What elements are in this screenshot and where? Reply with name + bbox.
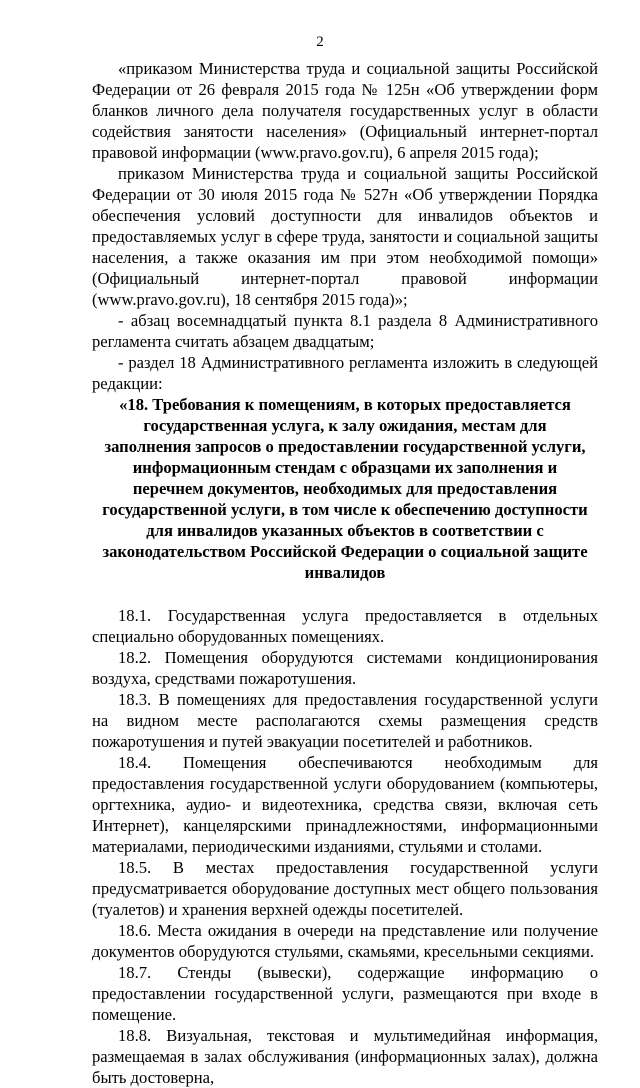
spacer [92,583,598,605]
paragraph-18-8: 18.8. Визуальная, текстовая и мультимедийная информация, размещаемая в залах обслуживания (информационных залах), должна быть достоверна, [92,1026,598,1087]
paragraph-amend-section-18: - раздел 18 Административного регламента изложить в следующей редакции: [92,353,598,393]
page-number: 2 [316,34,324,50]
document-body [92,58,598,1088]
paragraph-order-125n: «приказом Министерства труда и социальной защиты Российской Федерации от 26 февраля 2015 года № 125н «Об утверждении форм бланков личного дела получателя государственных услуг в области содействия занятости населения» (Официальный интернет-портал правовой информации (www.pravo.gov.ru), 6 апреля 2015 года); [92,59,598,162]
paragraph-18-5: 18.5. В местах предоставления государственной услуги предусматривается оборудование доступных мест общего пользования (туалетов) и хранения верхней одежды посетителей. [92,858,598,919]
section-18-heading: «18. Требования к помещениям, в которых предоставляется государственная услуга, к залу ожидания, местам для заполнения запросов о предоставлении государственной услуги, информационным стендам с образцами их заполнения и перечнем документов, необходимых для предоставления государственной услуги, в том числе к обеспечению доступности для инвалидов указанных объектов в соответствии с законодательством Российской Федерации о социальной защите инвалидов [102,395,588,582]
paragraph-amend-8-1: - абзац восемнадцатый пункта 8.1 раздела 8 Административного регламента считать абзацем двадцатым; [92,311,598,351]
paragraph-18-4: 18.4. Помещения обеспечиваются необходимым для предоставления государственной услуги оборудованием (компьютеры, оргтехника, аудио- и видеотехника, средства связи, включая сеть Интернет), канцелярскими принадлежностями, информационными материалами, периодическими изданиями, стульями и столами. [92,753,598,856]
paragraph-18-6: 18.6. Места ожидания в очереди на представление или получение документов оборудуются стульями, скамьями, кресельными секциями. [92,921,598,961]
paragraph-18-3: 18.3. В помещениях для предоставления государственной услуги на видном месте располагаются схемы размещения средств пожаротушения и путей эвакуации посетителей и работников. [92,690,598,751]
paragraph-18-7: 18.7. Стенды (вывески), содержащие информацию о предоставлении государственной услуги, размещаются при входе в помещение. [92,963,598,1024]
paragraph-order-527n: приказом Министерства труда и социальной защиты Российской Федерации от 30 июля 2015 года № 527н «Об утверждении Порядка обеспечения условий доступности для инвалидов объектов и предоставляемых услуг в сфере труда, занятости и социальной защиты населения, а также оказания им при этом необходимой помощи» (Официальный интернет-портал правовой информации (www.pravo.gov.ru), 18 сентября 2015 года)»; [92,164,598,309]
paragraph-18-2: 18.2. Помещения оборудуются системами кондиционирования воздуха, средствами пожаротушения. [92,648,598,688]
paragraph-18-1: 18.1. Государственная услуга предоставляется в отдельных специально оборудованных помещениях. [92,606,598,646]
